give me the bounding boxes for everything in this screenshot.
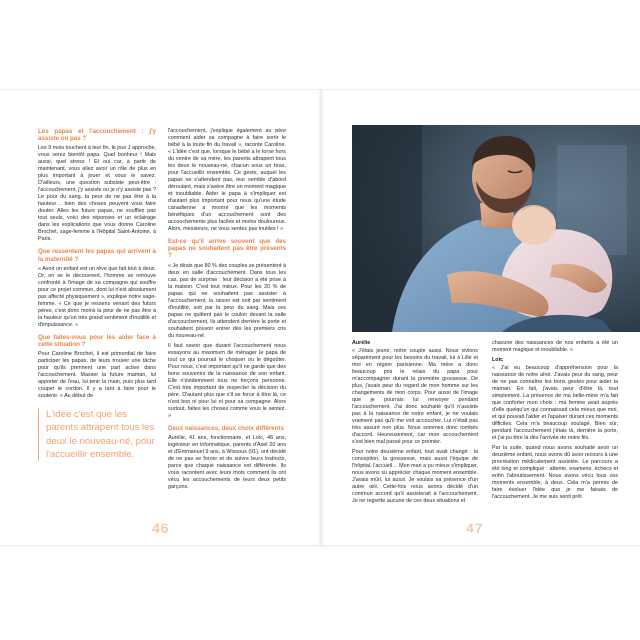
body-paragraph: Les 9 mois touchent à leur fin, le jour J approche, vous serez bientôt papa. Quel bonheur ! Mais aussi, quel stress ! Et oui car, à partir de maintenant, vous allez avoir un rôle de plus en plus important à jouer et vous le savez. D'ailleurs, une question subsiste peut-être : l'accouchement, j'y assiste ou je n'y assiste pas ? Le pour du sang, la peur de ne pas être à la hauteur… bien des choses peuvent vous faire douter. Alles les futurs papas, ne soufflez pas tout seuls, voici des réponses et un éclairage dans les explications que vous donne Caroline Brochet, sage-femme à l'Hôpital Saint-Antoine, à Paris. [38,145,156,243]
body-paragraph: Aurélie, 41 ans, fonctionnaire, et Loïc, 46 ans, ingénieur en informatique, parents d'Axel 20 ans et d'Emmanuel 9 ans, à Wissous (91), ont décidé de ne pas se forcer et de suivre leurs instincts, parce que chaque naissance est différente. Ils vous racontent avec leurs mots comment ils ont vécu les accouchements de leurs deux petits garçons. [168,434,286,490]
page-number-left: 46 [152,520,170,536]
section-heading: Que faites-vous pour les aider face à cette situation ? [38,333,156,349]
body-paragraph: « J'ai eu beaucoup d'appréhension pour la naissance de notre aîné. J'avais peur du sang, peur de ne pas connaître les bons gestes pour aider la maman. En fait, j'avais peur d'être là, tout simplement. La présence de ma belle-mère m'a fait que conforter mon choix : ma femme avait auprès d'elle quelqu'un qui connaissait cela mieux que moi, et qui pouvait l'aider et l'apaiser durant ces moments difficiles. Cela m'a beaucoup soulagé. Bien sûr, pendant l'accouchement j'étais là, derrière la porte, et j'ai pu être là dès l'arrivée de notre fils. [492,365,618,441]
body-paragraph: « J'étais jeune, notre couple aussi. Nous vivions séparément pour les besoins du travail, lui à Lille et moi en région parisienne. Ma mère a donc beaucoup pris le relais du papa pour m'accompagner durant la première grossesse. De plus, j'avais peur du regard de mon homme sur les changements de mon corps. Pour aussi de l'image que je pourrais lui renvoyer pendant l'accouchement. J'ai donc souhaité qu'il n'assiste pas à la naissance de notre enfant, je ne voulais vraiment pas qu'il me voit accoucher. Lui n'était pas très assuré non plus. Nous sommes donc tombés d'accord. Heureusement, car mon accouchement s'est bien mal passé pour ce premier. [352,348,478,445]
body-paragraph: Pour Caroline Brochet, il est primordial de faire participer les papas, de leurs trouver une tâche pour qu'ils prennent une part active dans l'accouchement. Masser la future maman, lui apporter de l'eau, lui tenir la main, puis plus tard couper le cordon. Il y a tant à faire pour le soutenir. « Au début de [38,351,156,400]
pull-quote: L'idée c'est que les parents attrapent tous les deux le nouveau-né, pour l'accueillir ensemble. [38,408,156,461]
father-newborn-photo [352,125,640,332]
right-page-column-1 [352,340,478,508]
left-page-column-2 [168,128,286,494]
right-page-column-2 [492,340,618,504]
page-gutter [318,90,324,545]
body-paragraph: « Je dirais que 80 % des couples se présentent à deux en salle d'accouchement. Dans tous les cas, pas de surprise : leur décision a été prise à la maison. C'est tout mieux. Pour les 20 % de papas qui ne souhaitent pas assister à l'accouchement, la raison est soit par sentiment d'inutilité, soit par la peur du sang. Mais ces papas ne quittent pas le couloir devant la salle d'accouchement, ils attendent derrière la porte et souhaitent pouvoir entrer dès les premiers cris du nouveau-né. [168,262,286,339]
section-heading: Est-ce qu'il arrive souvent que des papas ne souhaitent pas être présents ? [168,238,286,260]
body-paragraph: « Avoir un enfant est un rêve que fait tout à deux. Or, on se le découvrent, l'homme se retrouve confronté à l'image de sa compagne qui souffre pour ce projet commun, dont lui n'est absolument pas affecté physiquement », explique notre sage-femme. « Ce que je ressens venant des futurs pères, c'est donc moins la peur de ne pas être à la hauteur qu'un très grand sentiment d'inutilité et d'impuissance. » [38,265,156,328]
left-page-column-1 [38,128,156,461]
body-paragraph: l'accouchement, j'explique également au père comment aider sa compagne à faire sortir le bébé à la toute fin du travail », raconte Caroline. « L'idée c'est que, lorsque le bébé a le torse hors du ventre de sa mère, les parents attrapent tous les deux le nouveau-né, chacun sous un bras, pour l'accueillir ensemble. Ce geste, auquel les papas ne s'attendent pas, leur semble d'abord déroutant, mais s'avère être un moment magique et inoubliable. Aider le papa à s'impliquer est d'autant plus important pour nous qu'une étude canadienne a montré que les moments bénéfiques d'un accouchement sont des accouchements plus faciles et moins douloureux. Alors, messieurs, ne vous sentez pas inutiles ! » [168,128,286,232]
body-paragraph: chacune des naissances de nos enfants a été un moment magique et inoubliable. » [492,340,618,353]
interviewee-name: Aurélie [352,340,371,346]
interviewee-name: Loïc [492,357,504,363]
section-heading: Que ressentent les papas qui arrivent à la maternité ? [38,248,156,263]
body-paragraph: Par la suite, quand nous avons souhaité avoir un deuxième enfant, nous avons dû avoir recours à une procréation médicalement assistée. Le parcours a été long et compliqué : attente, examens, échecs et enfin l'aboutissement. Nous avons vécu tous ces moments ensemble, à deux. Cela m'a permis de faire évoluer l'idée que je me faisais de l'accouchement. Je me suis senti prêt [492,445,618,500]
photo-illustration [352,125,640,332]
body-paragraph: Pour notre deuxième enfant, tout avait changé : la conception, la grossesse, mais aussi l'équipe de l'hôpital, l'accueil… Mon mari a pu mieux s'impliquer, nous avons su apprécier chaque moment ensemble. J'avais mûri, lui aussi. Je voulais sa présence d'un autre œil. Cette-fois nous avons décidé d'un commun accord qu'il assisterait à l'accouchement. Je ne regrette aucune de ces deux situations et [352,449,478,504]
page-number-right: 47 [466,520,484,536]
body-paragraph: Il faut savoir que durant l'accouchement nous essayons au maximum de ménager le papa de tout ce qui pourrait le choquer ou le dégoûter. Pour nous, c'est important qu'il ne garde que des bons souvenirs de la naissance de son enfant. Elle n'évidemment tous ne forçons personne. C'est très important de respecter la décision du père. D'autant plus que s'il se force à être là, ce n'est bon ni pour lui ni pour sa compagne. Alors surtout, faites les choses comme vous le sentez. » [168,342,286,419]
section-heading: Deux naissances, deux choix différents [168,424,284,432]
section-heading: Les papas et l'accouchement : j'y assiste ou pas ? [38,128,156,143]
